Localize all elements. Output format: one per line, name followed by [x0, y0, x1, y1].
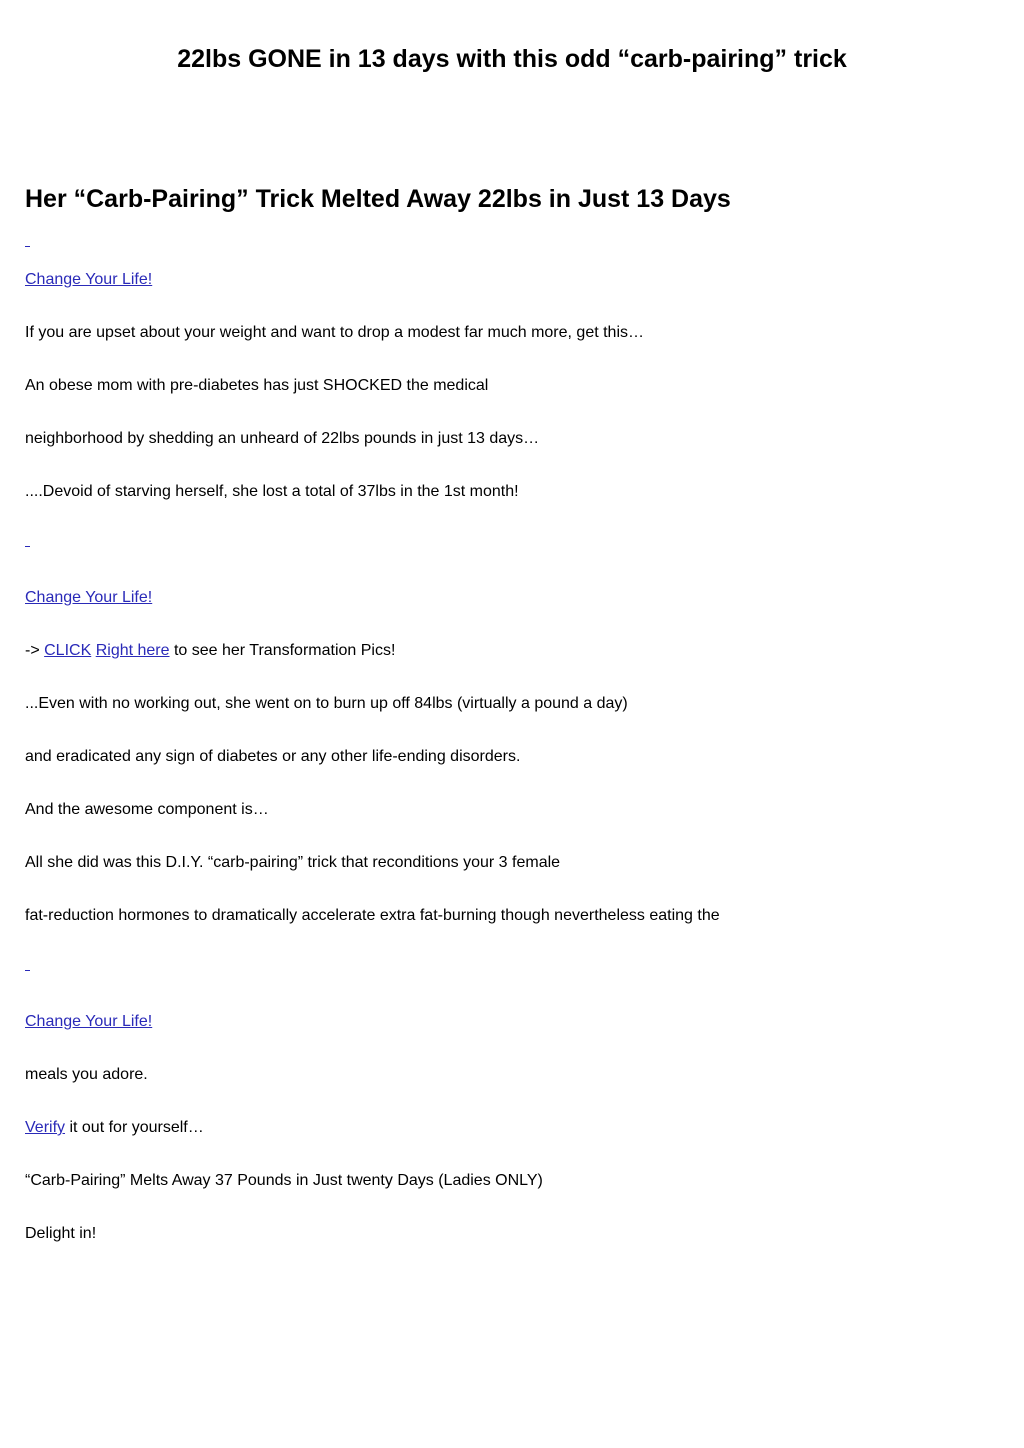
paragraph-8: And the awesome component is…	[25, 801, 269, 818]
paragraph-9: All she did was this D.I.Y. “carb-pairing” trick that reconditions your 3 female	[25, 854, 561, 871]
image-link-2[interactable]	[25, 544, 30, 547]
paragraph-7: and eradicated any sign of diabetes or any other life-ending disorders.	[25, 748, 521, 765]
change-life-line-3	[25, 1012, 152, 1032]
paragraph-3: neighborhood by shedding an unheard of 22lbs pounds in just 13 days…	[25, 430, 540, 447]
paragraph-4: ....Devoid of starving herself, she lost a total of 37lbs in the 1st month!	[25, 483, 519, 500]
paragraph-2: An obese mom with pre-diabetes has just SHOCKED the medical	[25, 377, 489, 394]
paragraph-1: If you are upset about your weight and want to drop a modest far much more, get this…	[25, 324, 644, 341]
paragraph-14: Delight in!	[25, 1225, 97, 1242]
paragraph-5-text: to see her Transformation Pics!	[169, 642, 396, 659]
change-life-line-1	[25, 270, 152, 290]
right-here-link[interactable]: Right here	[95, 642, 170, 659]
paragraph-13: “Carb-Pairing” Melts Away 37 Pounds in Just twenty Days (Ladies ONLY)	[25, 1172, 543, 1189]
image-link-1[interactable]	[25, 244, 30, 247]
paragraph-5	[25, 641, 395, 661]
paragraph-6: ...Even with no working out, she went on to burn up off 84lbs (virtually a pound a day)	[25, 695, 628, 712]
click-link[interactable]: CLICK	[44, 642, 92, 659]
paragraph-12	[25, 1118, 204, 1138]
image-link-3[interactable]	[25, 968, 30, 971]
verify-link[interactable]: Verify	[25, 1119, 66, 1136]
change-life-line-2	[25, 588, 152, 608]
arrow-prefix: ->	[25, 642, 45, 659]
paragraph-10: fat-reduction hormones to dramatically accelerate extra fat-burning though nevertheless eating the	[25, 907, 720, 924]
paragraph-12-text: it out for yourself…	[65, 1119, 204, 1136]
document-title: 22lbs GONE in 13 days with this odd “carb-pairing” trick	[177, 45, 847, 73]
paragraph-11: meals you adore.	[25, 1066, 148, 1083]
article-headline: Her “Carb-Pairing” Trick Melted Away 22lbs in Just 13 Days	[25, 185, 731, 213]
change-your-life-link-2[interactable]: Change Your Life!	[25, 589, 153, 606]
change-your-life-link-1[interactable]: Change Your Life!	[25, 271, 153, 288]
change-your-life-link-3[interactable]: Change Your Life!	[25, 1013, 153, 1030]
